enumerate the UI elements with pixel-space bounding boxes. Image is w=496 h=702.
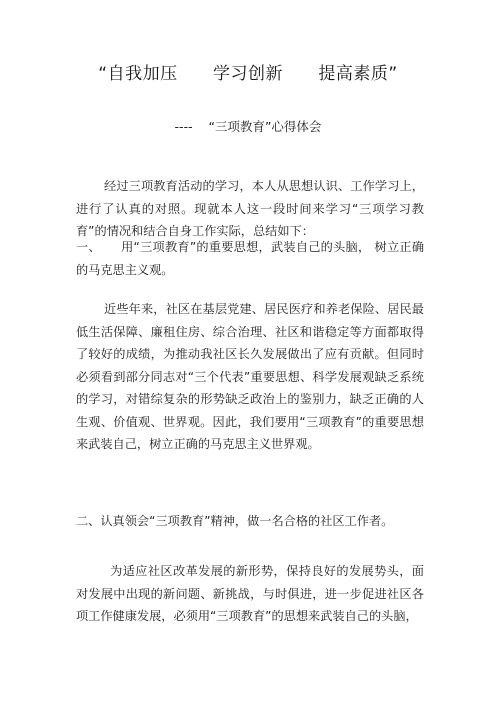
section-heading-1 [76, 236, 424, 281]
section-heading-1-number: 一、 [76, 240, 101, 254]
document-title: “自我加压 学习创新 提高素质” [98, 64, 398, 84]
section-heading-1-text: 用“三项教育”的重要思想，武装自己的头脑， 树立正确的马克思主义观。 [76, 240, 425, 277]
paragraph-section-1: 近些年来，社区在基层党建、居民医疗和养老保险、居民最低生活保障、廉租住房、综合治理、社区和谐稳定等方面都取得了较好的成绩，为推动我社区长久发展做出了应有贡献。但同时必须看到部分同志对“三个代表”重要思想、科学发展观缺乏系统的学习，对错综复杂的形势缺乏政治上的鉴别力，缺乏正确的人生观、价值观、世界观。因此，我们要用“三项教育”的重要思想来武装自己，树立正确的马克思主义世界观。 [76, 302, 424, 451]
document-subtitle: ---- “三项教育”心得体会 [174, 119, 322, 134]
paragraph-section-2: 为适应社区改革发展的新形势，保持良好的发展势头，面对发展中出现的新问题、新挑战，与时俱进，进一步促进社区各项工作健康发展，必须用“三项教育”的思想来武装自己的头脑， [76, 564, 424, 623]
paragraph-intro: 经过三项教育活动的学习，本人从思想认识、工作学习上，进行了认真的对照。现就本人这一段时间来学习“三项学习教育”的情况和结合自身工作实际，总结如下： [76, 179, 424, 238]
section-heading-2: 二、认真领会“三项教育”精神，做一名合格的社区工作者。 [76, 514, 394, 528]
